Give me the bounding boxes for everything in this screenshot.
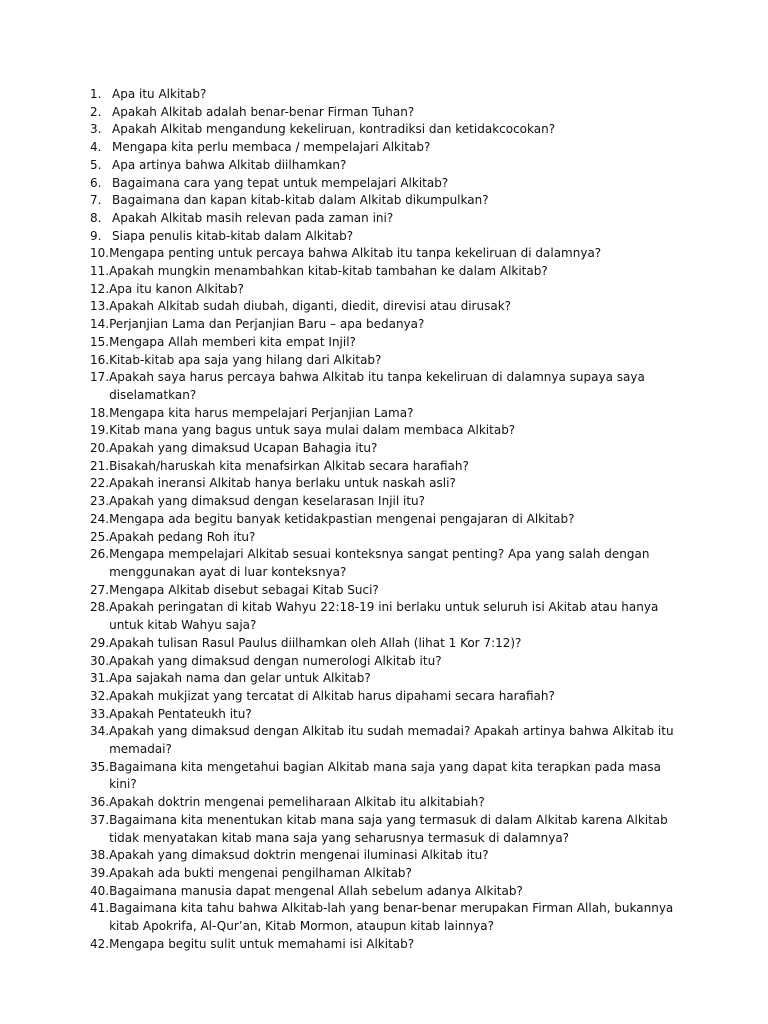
- question-number: 36.: [90, 795, 110, 810]
- question-number: 19.: [90, 423, 110, 438]
- question-number: 6.: [90, 175, 102, 190]
- question-text: Apakah yang dimaksud dengan Alkitab itu sudah memadai? Apakah artinya bahwa Alkitab itu memadai?: [109, 724, 674, 757]
- question-text: Bagaimana cara yang tepat untuk mempelajari Alkitab?: [112, 175, 449, 190]
- question-item: [90, 369, 690, 404]
- question-text: Apakah peringatan di kitab Wahyu 22:18-19 ini berlaku untuk seluruh isi Akitab atau hanya untuk kitab Wahyu saja?: [109, 600, 659, 633]
- question-text: Bisakah/haruskah kita menafsirkan Alkitab secara harafiah?: [109, 458, 469, 473]
- question-number: 23.: [90, 494, 110, 509]
- question-text: Mengapa kita harus mempelajari Perjanjian Lama?: [109, 405, 414, 420]
- question-text: Apakah mukjizat yang tercatat di Alkitab harus dipahami secara harafiah?: [109, 688, 555, 703]
- question-item: [90, 157, 690, 175]
- question-number: 34.: [90, 724, 110, 739]
- question-number: 15.: [90, 334, 110, 349]
- question-text: Apakah ineransi Alkitab hanya berlaku untuk naskah asli?: [109, 476, 456, 491]
- question-text: Bagaimana manusia dapat mengenal Allah sebelum adanya Alkitab?: [109, 883, 523, 898]
- question-number: 13.: [90, 299, 110, 314]
- question-text: Apakah Alkitab masih relevan pada zaman ini?: [112, 210, 394, 225]
- question-number: 29.: [90, 635, 110, 650]
- question-number: 12.: [90, 281, 110, 296]
- question-item: [90, 228, 690, 246]
- question-number: 42.: [90, 936, 110, 951]
- question-item: [90, 298, 690, 316]
- question-list: [90, 86, 690, 953]
- question-number: 8.: [90, 210, 102, 225]
- question-text: Apakah mungkin menambahkan kitab-kitab tambahan ke dalam Alkitab?: [109, 264, 548, 279]
- question-item: [90, 405, 690, 423]
- question-number: 38.: [90, 848, 110, 863]
- question-text: Siapa penulis kitab-kitab dalam Alkitab?: [112, 228, 354, 243]
- question-item: [90, 759, 690, 794]
- question-item: [90, 192, 690, 210]
- question-item: [90, 546, 690, 581]
- question-item: [90, 794, 690, 812]
- question-number: 3.: [90, 122, 102, 137]
- question-item: [90, 653, 690, 671]
- question-item: [90, 865, 690, 883]
- question-text: Bagaimana dan kapan kitab-kitab dalam Alkitab dikumpulkan?: [112, 193, 489, 208]
- question-number: 18.: [90, 405, 110, 420]
- question-number: 17.: [90, 370, 110, 385]
- question-text: Mengapa kita perlu membaca / mempelajari Alkitab?: [112, 140, 431, 155]
- question-number: 20.: [90, 441, 110, 456]
- question-number: 16.: [90, 352, 110, 367]
- question-text: Bagaimana kita mengetahui bagian Alkitab mana saja yang dapat kita terapkan pada masa kini?: [109, 759, 662, 792]
- question-text: Mengapa Alkitab disebut sebagai Kitab Suci?: [109, 582, 379, 597]
- question-number: 33.: [90, 706, 110, 721]
- question-number: 7.: [90, 193, 102, 208]
- question-text: Apa sajakah nama dan gelar untuk Alkitab?: [109, 671, 371, 686]
- question-number: 22.: [90, 476, 110, 491]
- question-text: Apa itu Alkitab?: [112, 87, 207, 101]
- question-text: Mengapa Allah memberi kita empat Injil?: [109, 334, 356, 349]
- question-text: Apakah yang dimaksud dengan numerologi Alkitab itu?: [109, 653, 442, 668]
- question-text: Apakah Alkitab sudah diubah, diganti, diedit, direvisi atau dirusak?: [109, 299, 512, 314]
- question-text: Perjanjian Lama dan Perjanjian Baru – apa bedanya?: [109, 317, 425, 332]
- question-item: [90, 104, 690, 122]
- question-item: [90, 670, 690, 688]
- question-text: Apakah Alkitab adalah benar-benar Firman Tuhan?: [112, 104, 415, 119]
- question-number: 4.: [90, 140, 102, 155]
- question-number: 39.: [90, 865, 110, 880]
- question-number: 1.: [90, 87, 102, 101]
- question-number: 40.: [90, 883, 110, 898]
- question-text: Apakah ada bukti mengenai pengilhaman Alkitab?: [109, 865, 412, 880]
- question-text: Apakah yang dimaksud doktrin mengenai iluminasi Alkitab itu?: [109, 848, 489, 863]
- question-number: 10.: [90, 246, 110, 261]
- question-text: Bagaimana kita tahu bahwa Alkitab-lah yang benar-benar merupakan Firman Allah, bukannya kitab Apokrifa, Al-Qur’an, Kitab Mormon, ataupun kitab lainnya?: [109, 901, 674, 934]
- question-number: 27.: [90, 582, 110, 597]
- question-item: [90, 511, 690, 529]
- question-item: [90, 723, 690, 758]
- question-item: [90, 883, 690, 901]
- question-item: [90, 316, 690, 334]
- question-number: 35.: [90, 759, 110, 774]
- question-item: [90, 281, 690, 299]
- question-number: 30.: [90, 653, 110, 668]
- question-number: 25.: [90, 529, 110, 544]
- question-item: [90, 847, 690, 865]
- question-item: [90, 936, 690, 954]
- question-text: Apa artinya bahwa Alkitab diilhamkan?: [112, 157, 347, 172]
- question-text: Bagaimana kita menentukan kitab mana saja yang termasuk di dalam Alkitab karena Alkitab tidak menyatakan kitab mana saja yang seharusnya termasuk di dalamnya?: [109, 812, 668, 845]
- question-text: Apakah Pentateukh itu?: [109, 706, 252, 721]
- question-item: [90, 139, 690, 157]
- question-text: Mengapa begitu sulit untuk memahami isi Alkitab?: [109, 936, 415, 951]
- question-text: Kitab-kitab apa saja yang hilang dari Alkitab?: [109, 352, 382, 367]
- question-item: [90, 529, 690, 547]
- question-item: [90, 210, 690, 228]
- question-text: Apakah yang dimaksud Ucapan Bahagia itu?: [109, 441, 378, 456]
- question-number: 37.: [90, 812, 110, 827]
- question-item: [90, 245, 690, 263]
- question-text: Apa itu kanon Alkitab?: [109, 281, 244, 296]
- question-item: [90, 86, 690, 104]
- question-item: [90, 440, 690, 458]
- question-text: Mengapa ada begitu banyak ketidakpastian mengenai pengajaran di Alkitab?: [109, 511, 575, 526]
- question-item: [90, 812, 690, 847]
- question-number: 26.: [90, 547, 110, 562]
- question-number: 32.: [90, 688, 110, 703]
- question-item: [90, 635, 690, 653]
- question-item: [90, 263, 690, 281]
- question-item: [90, 582, 690, 600]
- question-number: 2.: [90, 104, 102, 119]
- question-number: 24.: [90, 511, 110, 526]
- question-text: Apakah doktrin mengenai pemeliharaan Alkitab itu alkitabiah?: [109, 795, 485, 810]
- question-item: [90, 458, 690, 476]
- question-item: [90, 352, 690, 370]
- question-item: [90, 334, 690, 352]
- question-text: Apakah pedang Roh itu?: [109, 529, 256, 544]
- question-item: [90, 599, 690, 634]
- question-item: [90, 706, 690, 724]
- question-item: [90, 121, 690, 139]
- question-number: 5.: [90, 157, 102, 172]
- question-text: Apakah saya harus percaya bahwa Alkitab itu tanpa kekeliruan di dalamnya supaya saya diselamatkan?: [109, 370, 645, 402]
- question-text: Mengapa mempelajari Alkitab sesuai konteksnya sangat penting? Apa yang salah dengan menggunakan ayat di luar konteksnya?: [109, 547, 650, 579]
- question-item: [90, 475, 690, 493]
- question-text: Apakah Alkitab mengandung kekeliruan, kontradiksi dan ketidakcocokan?: [112, 122, 556, 137]
- question-item: [90, 422, 690, 440]
- question-item: [90, 688, 690, 706]
- question-number: 14.: [90, 317, 110, 332]
- question-number: 9.: [90, 228, 102, 243]
- question-text: Mengapa penting untuk percaya bahwa Alkitab itu tanpa kekeliruan di dalamnya?: [109, 246, 602, 261]
- question-text: Apakah yang dimaksud dengan keselarasan Injil itu?: [109, 494, 426, 509]
- question-text: Apakah tulisan Rasul Paulus diilhamkan oleh Allah (lihat 1 Kor 7:12)?: [109, 635, 522, 650]
- question-item: [90, 175, 690, 193]
- question-text: Kitab mana yang bagus untuk saya mulai dalam membaca Alkitab?: [109, 423, 516, 438]
- question-number: 31.: [90, 671, 110, 686]
- question-item: [90, 493, 690, 511]
- question-number: 11.: [90, 264, 110, 279]
- question-item: [90, 900, 690, 935]
- question-number: 41.: [90, 901, 110, 916]
- question-number: 21.: [90, 458, 110, 473]
- question-number: 28.: [90, 600, 110, 615]
